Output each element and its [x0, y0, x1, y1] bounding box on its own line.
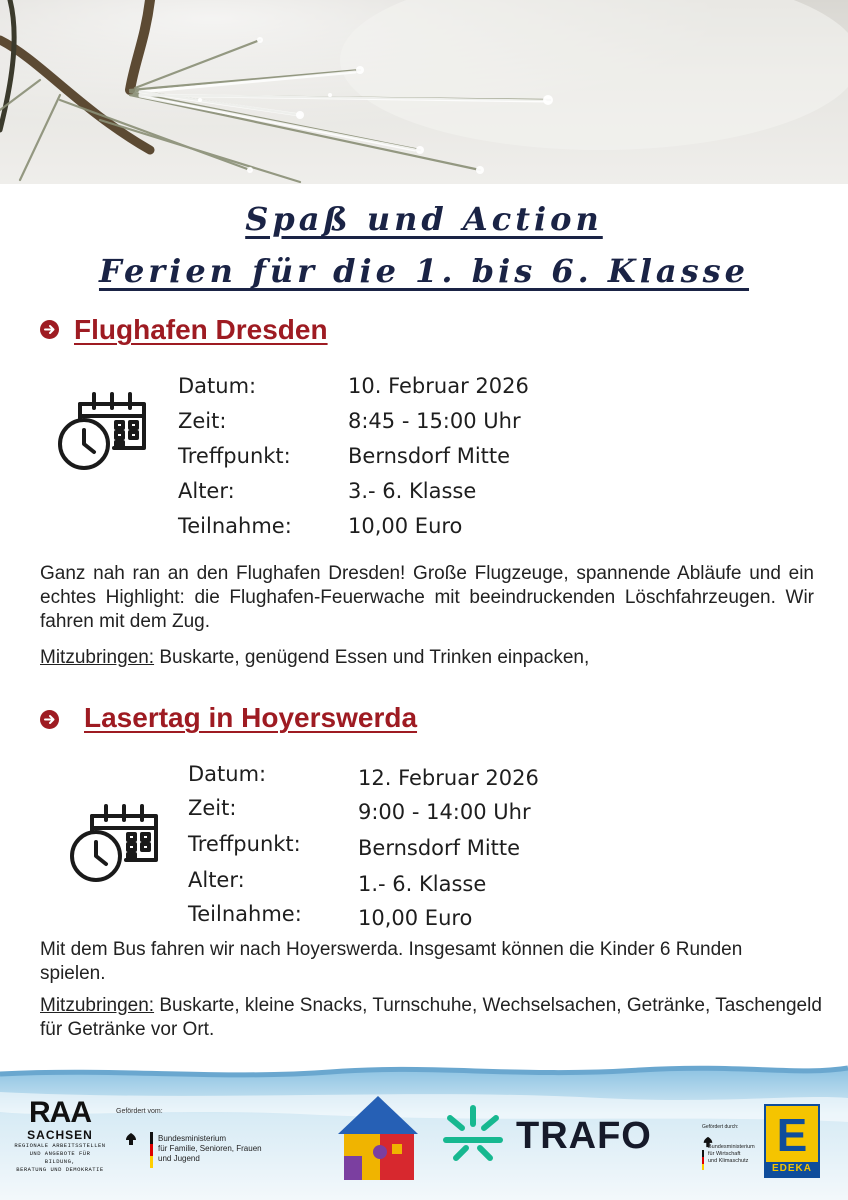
raa-sachsen-logo [14, 1098, 106, 1174]
german-flag-stripe-icon [150, 1132, 153, 1168]
ministry-bmwk-logo [708, 1144, 755, 1165]
event-2-time: 9:00 - 14:00 Uhr [358, 800, 531, 824]
funded-by-label-2: Gefördert durch: [702, 1124, 739, 1130]
german-flag-stripe-icon [702, 1150, 704, 1170]
header-photo-banner [0, 0, 848, 184]
arrow-right-circle-icon [40, 320, 59, 339]
headline-text-1: Spaß und Action [245, 200, 603, 238]
raa-logo-tagline-3: BERATUNG UND DEMOKRATIE [16, 1166, 104, 1173]
calendar-clock-icon [66, 798, 162, 886]
calendar-clock-icon [54, 386, 150, 474]
ministry-2-line-2: für Wirtschaft [708, 1151, 741, 1157]
ministry-2-line-3: und Klimaschutz [708, 1158, 749, 1164]
ministry-2-line-1: Bundesministerium [708, 1144, 755, 1150]
label-date: Datum: [188, 762, 267, 786]
ministry-1-line-2: für Familie, Senioren, Frauen [158, 1144, 262, 1153]
edeka-logo-word: EDEKA [766, 1162, 818, 1176]
event-2-bring-label: Mitzubringen: [40, 995, 155, 1016]
label-meeting-point: Treffpunkt: [188, 832, 301, 856]
event-1-fee: 10,00 Euro [348, 514, 463, 538]
ministry-1-line-1: Bundesministerium [158, 1134, 227, 1143]
event-2-bring [40, 994, 830, 1042]
raa-logo-tagline-1: REGIONALE ARBEITSSTELLEN [14, 1142, 106, 1149]
footer-sponsors [0, 1062, 848, 1200]
ministry-bmfsfj-logo [158, 1134, 262, 1164]
edeka-logo-letter: E [776, 1109, 808, 1161]
event-2-description: Mit dem Bus fahren wir nach Hoyerswerda. Insgesamt können die Kinder 6 Runden spielen. [40, 939, 743, 984]
event-1-time: 8:45 - 15:00 Uhr [348, 409, 521, 433]
event-1-bring-label: Mitzubringen: [40, 647, 155, 668]
label-time: Zeit: [188, 796, 237, 820]
event-1-date: 10. Februar 2026 [348, 374, 529, 398]
raa-logo-subtitle: SACHSEN [27, 1128, 93, 1142]
edeka-logo [764, 1104, 820, 1178]
label-date: Datum: [178, 374, 257, 398]
trafo-star-icon [442, 1104, 504, 1166]
label-fee: Teilnahme: [178, 514, 292, 538]
trafo-logo-text: TRAFO [516, 1115, 652, 1157]
event-2-age: 1.- 6. Klasse [358, 872, 487, 896]
arrow-right-circle-icon [40, 710, 59, 729]
event-1-meeting-point: Bernsdorf Mitte [348, 444, 511, 468]
event-2-fee: 10,00 Euro [358, 906, 473, 930]
frosty-pine-branch-image [0, 0, 848, 184]
label-time: Zeit: [178, 409, 227, 433]
label-fee: Teilnahme: [188, 902, 302, 926]
raa-logo-text: RAA [29, 1096, 91, 1129]
event-1-description: Ganz nah ran an den Flughafen Dresden! Große Flugzeuge, spannende Abläufe und ein echtes Highlight: die Flughafen-Feuerwache mit beeindruckenden Löschfahrzeugen. Wir fahren mit dem Zug. [40, 563, 814, 632]
event-1-bring [40, 646, 814, 670]
puzzle-house-logo [330, 1090, 426, 1186]
section-title-flughafen: Flughafen Dresden [74, 314, 328, 345]
headline-text-2: Ferien für die 1. bis 6. Klasse [98, 252, 750, 290]
label-meeting-point: Treffpunkt: [178, 444, 291, 468]
label-age: Alter: [188, 868, 245, 892]
federal-eagle-icon [124, 1132, 138, 1146]
funded-by-label-1: Gefördert vom: [116, 1108, 163, 1115]
section-title-lasertag: Lasertag in Hoyerswerda [84, 702, 418, 733]
ministry-1-line-3: und Jugend [158, 1154, 200, 1163]
headline-line-2 [0, 252, 848, 290]
event-1-bring-items: Buskarte, genügend Essen und Trinken einpacken, [154, 647, 590, 668]
event-2-meeting-point: Bernsdorf Mitte [358, 836, 521, 860]
label-age: Alter: [178, 479, 235, 503]
event-2-bring-items: Buskarte, kleine Snacks, Turnschuhe, Wechselsachen, Getränke, Taschengeld für Getränke vor Ort. [40, 995, 822, 1040]
raa-logo-tagline-2: UND ANGEBOTE FÜR BILDUNG, [29, 1150, 91, 1165]
event-1-age: 3.- 6. Klasse [348, 479, 477, 503]
headline-line-1 [0, 200, 848, 238]
event-2-date: 12. Februar 2026 [358, 766, 539, 790]
